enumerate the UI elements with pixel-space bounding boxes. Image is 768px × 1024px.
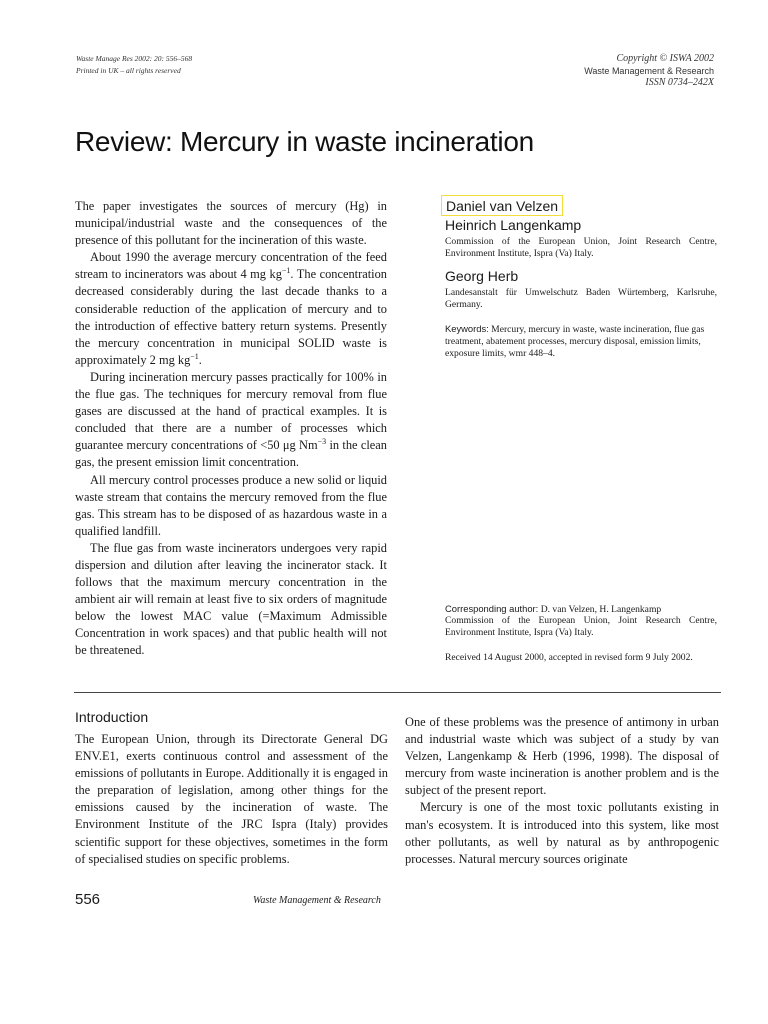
corresponding-label: Corresponding author:	[445, 603, 539, 614]
issn: ISSN 0734–242X	[645, 77, 714, 88]
journal-ref: Waste Manage Res 2002: 20: 556–568	[76, 54, 193, 63]
journal-name: Waste Management & Research	[584, 66, 714, 76]
intro-column-left	[75, 731, 388, 868]
intro-paragraph: One of these problems was the presence of antimony in urban and industrial waste which was subject of a study by van Velzen, Langenkamp & Herb (1996, 1998). The disposal of mercury from waste incineration is another problem and is the subject of the present report.	[405, 715, 719, 798]
author-daniel-van-velzen[interactable]: Daniel van Velzen	[441, 195, 563, 216]
keywords-text: Mercury, mercury in waste, waste incineration, flue gas treatment, abatement processes, mercury disposal, emission limits, exposure limits, wmr 448–4.	[445, 324, 705, 359]
abstract-paragraph: The flue gas from waste incinerators undergoes very rapid dispersion and dilution after leaving the incinerator stack. It follows that the maximum mercury concentration in the ambient air will remain at least five to six orders of magnitude below the lowest MAC value (=Maximum Admissible Concentration in work spaces) and that public health will not be threatened.	[75, 540, 387, 658]
corresponding-affiliation: Commission of the European Union, Joint Research Centre, Environment Institute, Ispra (Va) Italy.	[445, 615, 717, 638]
keywords-label: Keywords:	[445, 323, 489, 334]
journal-header-right	[584, 53, 714, 89]
author-heinrich-langenkamp: Heinrich Langenkamp	[445, 217, 582, 233]
intro-column-right	[405, 714, 719, 868]
intro-paragraph: The European Union, through its Directorate General DG ENV.E1, exerts continuous control and assessment of the emissions of pollutants in Europe. Additionally it is engaged in the preparation of legislation, among other things for the emissions caused by the incineration of waste. The Environment Institute of the JRC Ispra (Italy) provides scientific support for these objectives, sometimes in the form of specialised studies on specific problems.	[75, 732, 388, 866]
abstract	[75, 198, 387, 660]
received-dates: Received 14 August 2000, accepted in revised form 9 July 2002.	[445, 652, 693, 663]
affiliation-lfu: Landesanstalt für Umwelschutz Baden Würtemberg, Karlsruhe, Germany.	[445, 287, 717, 310]
corresponding-names: D. van Velzen, H. Langenkamp	[538, 604, 662, 615]
copyright: Copyright © ISWA 2002	[616, 53, 714, 64]
section-divider	[74, 692, 721, 693]
abstract-paragraph: During incineration mercury passes practically for 100% in the flue gas. The techniques for mercury removal from flue gases are discussed at the hand of practical examples. It is concluded that there are a number of processes which guarantee mercury concentrations of <50 μg $Nm^{-3}$ in the clean gas, the present emission limit concentration.	[75, 369, 387, 470]
keywords	[445, 323, 717, 360]
journal-citation	[76, 53, 192, 76]
printed-note: Printed in UK – all rights reserved	[76, 65, 181, 75]
abstract-paragraph: All mercury control processes produce a new solid or liquid waste stream that contains the mercury removed from the flue gas. This stream has to be disposed of as hazardous waste in a qualified landfill.	[75, 472, 387, 538]
abstract-paragraph: About 1990 the average mercury concentration of the feed stream to incinerators was about 4 mg $kg^{-1}$. The concentration decreased considerably during the last decade thanks to a considerable reduction of the application of mercury and to the introduction of effective battery return systems. Presently the mercury concentration in municipal SOLID waste is approximately 2 mg $kg^{-1}$.	[75, 250, 387, 367]
section-heading-introduction: Introduction	[75, 709, 149, 725]
paper-title: Review: Mercury in waste incineration	[75, 126, 534, 157]
author-georg-herb: Georg Herb	[445, 268, 519, 284]
page-number: 556	[75, 891, 101, 908]
intro-paragraph: Mercury is one of the most toxic pollutants existing in man's ecosystem. It is introduced into this system, like most other pollutants, as well by natural as by anthropogenic processes. Natural mercury sources originate	[405, 800, 719, 866]
abstract-paragraph: The paper investigates the sources of mercury (Hg) in municipal/industrial waste and the consequences of the presence of this pollutant for the incineration of this waste.	[75, 199, 387, 248]
footer-journal: Waste Management & Research	[253, 895, 381, 906]
affiliation-jrc: Commission of the European Union, Joint Research Centre, Environment Institute, Ispra (Va) Italy.	[445, 236, 717, 259]
